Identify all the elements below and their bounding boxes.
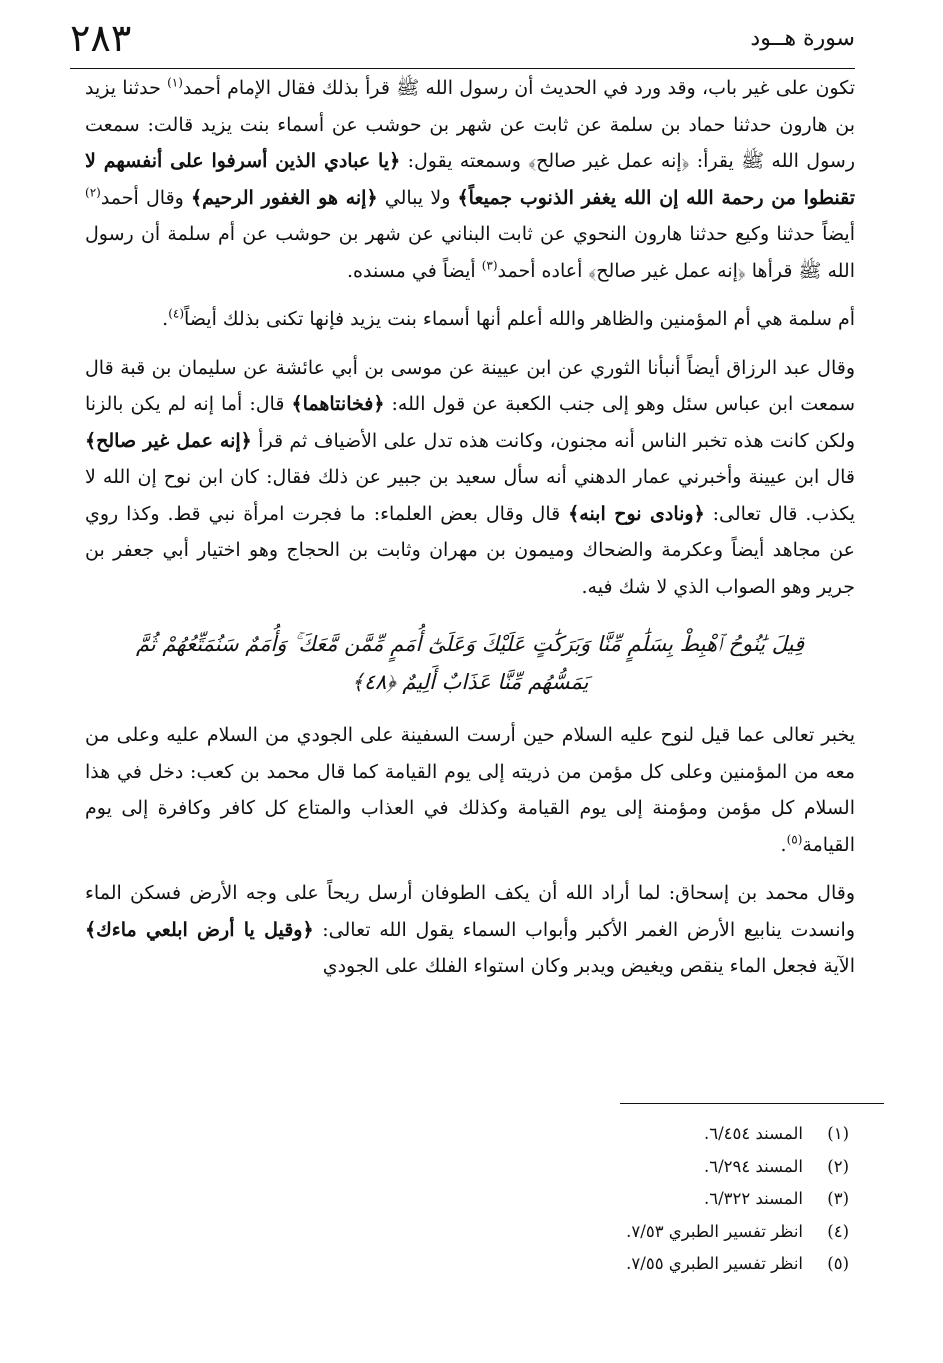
footnotes-list bbox=[449, 1118, 849, 1281]
footnote-ref: (٥) bbox=[786, 832, 803, 847]
text-run: أم سلمة هي أم المؤمنين والظاهر والله أعلم أنها أسماء بنت يزيد فإنها تكنى بذلك أيضاً bbox=[184, 308, 855, 330]
header-rule bbox=[70, 68, 855, 69]
footnote-number: (١) bbox=[827, 1124, 849, 1143]
footnote-item bbox=[449, 1118, 849, 1151]
text-run: حدثنا يزيد بن هارون حدثنا حماد بن سلمة عن ثابت عن شهر بن حوشب عن أسماء بنت يزيد قالت: سمعت رسول الله ﷺ يقرأ: ﴿إنه عمل غير صالح﴾ وسمعته يقول: bbox=[85, 77, 855, 172]
text-run: الآية فجعل الماء ينقص ويغيض ويدبر وكان استواء الفلك على الجودي bbox=[322, 955, 855, 977]
paragraph-4 bbox=[85, 717, 855, 863]
footnote-item bbox=[449, 1183, 849, 1216]
footnote-text: المسند ٦/٣٢٢. bbox=[703, 1189, 803, 1208]
paragraph-3 bbox=[85, 350, 855, 606]
footnote-number: (٢) bbox=[827, 1156, 849, 1176]
page-number: ٢٨٣ bbox=[70, 16, 132, 60]
page-header bbox=[70, 16, 855, 62]
quran-quote: ﴿إنه عمل غير صالح﴾ bbox=[85, 429, 252, 452]
paragraph-2 bbox=[85, 301, 855, 338]
footnote-item bbox=[449, 1216, 849, 1249]
text-run: وقال عبد الرزاق أيضاً أنبأنا الثوري عن ابن عيينة عن موسى بن أبي عائشة عن سليمان بن قبة قال سمعت ابن عباس سئل وهو إلى جنب الكعبة عن قول الله: bbox=[85, 356, 855, 415]
text-run: وقال أحمد bbox=[100, 186, 191, 209]
text-run: وقال محمد بن إسحاق: لما أراد الله أن يكف الطوفان أرسل ريحاً على وجه الأرض فسكن الماء وانسدت ينابيع الأرض الغمر الأكبر وأبواب السماء يقول الله تعالى: bbox=[85, 882, 856, 941]
text-run: قال: أما إنه لم يكن بالزنا ولكن كانت هذه تخبر الناس أنه مجنون، وكانت هذه تدل على الأضياف ثم قرأ bbox=[85, 393, 856, 452]
footnote-text: المسند ٦/٢٩٤. bbox=[703, 1156, 803, 1176]
text-run: قال وقال بعض العلماء: ما فجرت امرأة نبي قط. وكذا روي عن مجاهد أيضاً وعكرمة والضحاك وميمون بن مهران وثابت بن الحجاج وهو اختيار أبي جعفر بن جرير وهو الصواب الذي لا شك فيه. bbox=[85, 502, 855, 598]
text-run: تكون على غير باب، وقد ورد في الحديث أن رسول الله ﷺ قرأ بذلك فقال الإمام أحمد bbox=[182, 77, 856, 99]
footnote-number: (٥) bbox=[827, 1254, 849, 1273]
paragraph-1 bbox=[85, 70, 855, 289]
footnote-text: المسند ٦/٤٥٤. bbox=[703, 1124, 803, 1143]
footnote-item bbox=[449, 1151, 849, 1184]
surah-name: سورة هــود bbox=[750, 26, 855, 51]
text-run: أيضاً في مسنده. bbox=[346, 259, 482, 282]
footnote-number: (٣) bbox=[827, 1189, 849, 1208]
quran-quote: ﴿يا عبادي الذين أسرفوا على أنفسهم لا تقنطوا من رحمة الله إن الله يغفر الذنوب جميعاً﴾ bbox=[85, 150, 855, 209]
footnote-rule bbox=[620, 1103, 884, 1104]
page-content bbox=[85, 70, 855, 985]
text-run: . bbox=[162, 308, 169, 330]
footnote-ref: (١) bbox=[167, 75, 183, 90]
paragraph-5 bbox=[85, 875, 855, 985]
text-run: يخبر تعالى عما قيل لنوح عليه السلام حين أرست السفينة على الجودي من السلام عليه وعلى من معه من المؤمنين وعلى كل مؤمن من ذريته إلى يوم القيامة كما قال محمد بن كعب: دخل في هذا السلام كل مؤمن ومؤمنة إلى يوم القيامة وكذلك في العذاب والمتاع كل كافر وكافرة إلى يوم القيامة bbox=[85, 724, 855, 856]
footnote-ref: (٣) bbox=[481, 258, 498, 273]
text-run: . bbox=[780, 833, 787, 856]
footnote-ref: (٢) bbox=[85, 185, 101, 200]
quran-quote: ﴿وقيل يا أرض ابلعي ماءك﴾ bbox=[85, 918, 314, 941]
footnote-number: (٤) bbox=[827, 1221, 849, 1241]
footnote-text: انظر تفسير الطبري ٧/٥٣. bbox=[626, 1221, 803, 1241]
quran-quote: ﴿ونادى نوح ابنه﴾ bbox=[568, 502, 705, 525]
quran-verse: قِيلَ يَٰنُوحُ ٱهْبِطْ بِسَلَٰمٍ مِّنَّا وَبَرَكَٰتٍ عَلَيْكَ وَعَلَىٰٓ أُمَمٍ مِّمَّن مَّعَكَ ۚ وَأُمَمٌ سَنُمَتِّعُهُمْ ثُمَّ يَمَسُّهُم مِّنَّا عَذَابٌ أَلِيمٌ ﴿٤٨﴾ bbox=[135, 632, 805, 694]
footnote-item bbox=[449, 1248, 849, 1281]
text-run: أيضاً حدثنا وكيع حدثنا هارون النحوي عن ثابت البناني عن شهر بن حوشب عن أم سلمة أن رسول الله ﷺ قرأها ﴿إنه عمل غير صالح﴾ أعاده أحمد bbox=[85, 223, 855, 282]
quran-quote: ﴿فخانتاهما﴾ bbox=[291, 393, 385, 415]
text-run: قال ابن عيينة وأخبرني عمار الدهني أنه سأل سعيد بن جبير عن ذلك فقال: كان ابن نوح إن الله لا يكذب. قال تعالى: bbox=[85, 466, 856, 525]
text-run: ولا يبالي bbox=[377, 186, 458, 209]
quran-quote: ﴿إنه هو الغفور الرحيم﴾ bbox=[191, 186, 378, 209]
footnote-ref: (٤) bbox=[168, 306, 185, 321]
footnote-text: انظر تفسير الطبري ٧/٥٥. bbox=[626, 1254, 803, 1273]
